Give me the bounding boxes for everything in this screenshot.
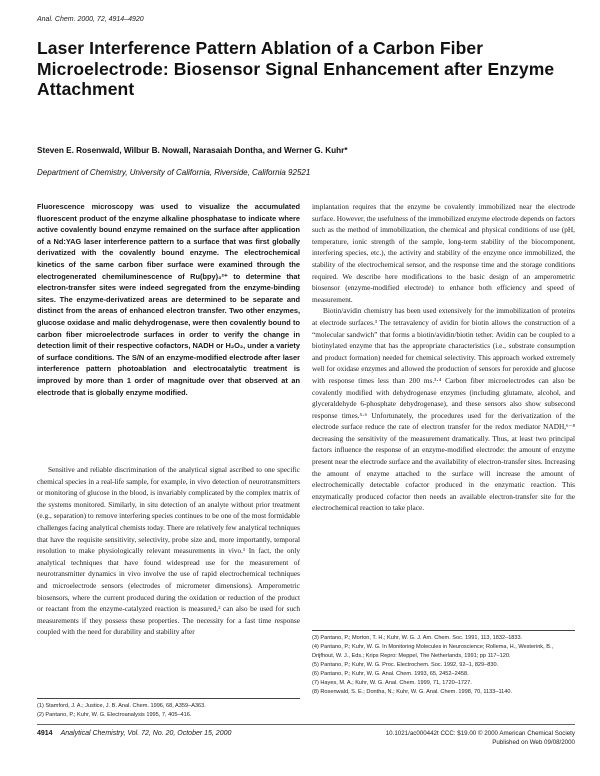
footnotes-left [37,698,300,720]
footer-right [310,730,575,747]
introduction-paragraph: Sensitive and reliable discrimination of the analytical signal ascribed to one specific chemical species in a real-life sample, for example, in vivo detection of neurotransmitters or monitoring of glucose in the blood, is invariably complicated by the complex matrix of the systems monitored. Similarly, in situ detection of an analyte without prior treatment (e.g., separation) to remove interfering species continues to be one of the most formidable challenges facing analytical chemists today. There are relatively few analytical techniques that have the requisite sensitivity, selectivity, probe size and, more importantly, temporal resolution to make physiologically relevant measurements in vivo.¹ In fact, the only analytical techniques that have found widespread use for the measurement of neurotransmitter dynamics in vivo involve the use of rapid electrochemical techniques and microelectrode sensors (electrodes of micrometer dimensions). Amperometric biosensors, where the current produced during the oxidation or reduction of the product or reactant from the enzyme-catalyzed reaction is measured,² can also be used for such measurements if they possess these properties. The necessity for a fast time response coupled with the need for durability and stability after [37,465,300,637]
footer-divider [37,724,575,725]
footnote: (2) Pantano, P.; Kuhr, W. G. Electroanalysis 1995, 7, 405–416. [37,712,192,718]
author-list: Steven E. Rosenwald, Wilbur B. Nowall, Narasaiah Dontha, and Werner G. Kuhr* [37,146,348,155]
footnote: (4) Pantano, P.; Kuhr, W. G. In Monitoring Molecules in Neuroscience; Rollema, H., Westerink, B., Drijfhout, W. J., Eds.; Krips Repro: Meppel, The Netherlands, 1991; pp 117–120. [312,644,554,659]
footnote: (6) Pantano, P.; Kuhr, W. G. Anal. Chem. 1993, 65, 2452–2458. [312,671,469,677]
introduction-left-column [37,464,300,638]
doi-line: 10.1021/ac000442t CCC: $19.00 © 2000 American Chemical Society [385,730,575,737]
journal-reference: Anal. Chem. 2000, 72, 4914–4920 [37,16,144,23]
article-title: Laser Interference Pattern Ablation of a Carbon Fiber Microelectrode: Biosensor Signal Enhancement after Enzyme Attachment [37,38,555,99]
right-column [312,201,575,514]
affiliation: Department of Chemistry, University of California, Riverside, California 92521 [37,168,311,177]
footnote: (1) Stamford, J. A.; Justice, J. B. Anal. Chem. 1996, 68, A359–A363. [37,703,206,709]
right-paragraph-2: Biotin/avidin chemistry has been used extensively for the immobilization of proteins at electrode surfaces.³ The tetravalency of avidin for biotin allows the construction of a “molecular sandwich” that forms a biotin/avidin/biotin tether. Avidin can be coupled to a biotinylated enzyme that has the appropriate characteristics (i.e., substrate consumption and product formation) needed for chemical selectivity. This approach worked extremely well for oxidase enzymes and allowed the production of sensors for peroxide and glucose with response times less than 200 ms.³·⁴ Carbon fiber microelectrodes can also be covalently modified with dehydrogenase enzymes (including glutamate, alcohol, and glyceraldehyde 6-phosphate dehydrogenase), and these sensors also show subsecond response times.⁵·⁶ Unfortunately, the procedures used for the derivatization of the electrode surface reduce the rate of electron transfer for the redox mediator NADH,⁶⁻⁸ decreasing the sensitivity of the measurement dramatically. Thus, at least two principal factors influence the response of an enzyme-modified electrode: the amount of enzyme present near the electrode surface and the availability of electron-transfer sites. Increasing the amount of enzyme attached to the surface will increase the amount of electrochemically detectable cofactor produced in the enzymatic reaction. This enzymatically produced cofactor then needs an available electron-transfer site for the electrochemical reaction to take place. [312,306,575,513]
page-number: 4914 [37,730,53,737]
footnote: (7) Hayes, M. A.; Kuhr, W. G. Anal. Chem. 1999, 71, 1720–1727. [312,680,472,686]
abstract [37,201,300,398]
footnote: (3) Pantano, P.; Morton, T. H.; Kuhr, W. G. J. Am. Chem. Soc. 1991, 113, 1832–1833. [312,635,523,641]
published-date: Published on Web 09/08/2000 [492,738,575,746]
footnote: (8) Rosenwald, S. E.; Dontha, N.; Kuhr, W. G. Anal. Chem. 1998, 70, 1133–1140. [312,689,513,695]
footnote: (5) Pantano, P.; Kuhr, W. G. Proc. Electrochem. Soc. 1992, 92–1, 829–830. [312,662,499,668]
journal-issue: Analytical Chemistry, Vol. 72, No. 20, October 15, 2000 [60,730,232,737]
footnotes-right [312,630,575,697]
abstract-text: Fluorescence microscopy was used to visualize the accumulated fluorescent product of the enzyme alkaline phosphatase to indicate where active covalently bound enzyme remained on the surface after application of a Nd:YAG laser interference pattern to a surface that was first globally derivatized with the covalently bound enzyme. The electrochemical kinetics of the same carbon fiber surface were examined through the electrogenerated chemiluminescence of Ru(bpy)₃²⁺ to determine that electron-transfer sites were indeed segregated from the enzyme-binding sites. The enzyme-derivatized areas are determined to be separate and distinct from the areas of enhanced electron transfer. Two other enzymes, glucose oxidase and malic dehydrogenase, were then covalently bound to carbon fiber microelectrode surfaces in order to verify the change in detection limit of their respective cofactors, NADH or H₂O₂, under a variety of surface conditions. The S/N of an enzyme-modified electrode after laser interference pattern photoablation and electrocatalytic treatment is improved by more than 1 order of magnitude over that observed at an electrode that is globally enzyme modified. [37,202,300,397]
footer-left [37,730,231,737]
right-paragraph-1: implantation requires that the enzyme be covalently immobilized near the electrode surface. However, the usefulness of the immobilized enzyme electrode depends on factors such as the method of immobilization, the chemical and physical conditions of use (pH, temperature, ionic strength of the sample, long-term stability of the biocomponent, interfering species, etc.), the activity and stability of the enzyme once immobilized, the stability of the electrochemical sensor, and the response time and the storage conditions required. We describe here modifications to the basic design of an amperometric biosensor (enzyme-modified electrode) to enhance both efficiency and speed of measurement. [312,202,575,304]
